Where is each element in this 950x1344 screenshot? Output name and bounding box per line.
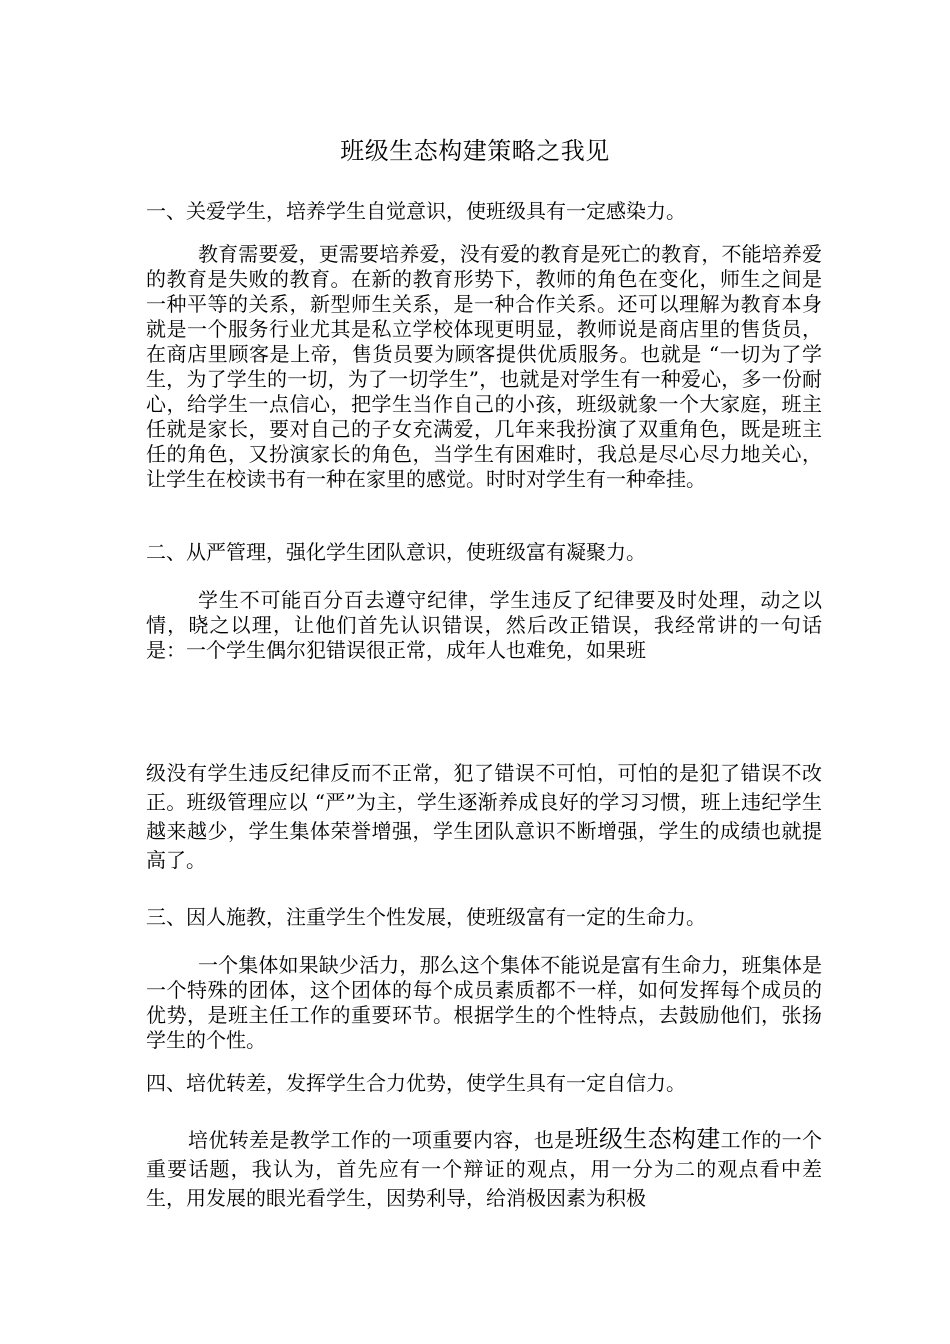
section-2-paragraph: 学生不可能百分百去遵守纪律，学生违反了纪律要及时处理，动之以情，晓之以理，让他们首先认识错误，然后改正错误，我经常讲的一句话是：一个学生偶尔犯错误很正常，成年人也难免，如果班 — [146, 588, 822, 662]
section-2-heading: 二、从严管理，强化学生团队意识，使班级富有凝聚力。 — [146, 540, 646, 564]
section-4-paragraph — [146, 1125, 822, 1213]
section-2-paragraph-continued: 级没有学生违反纪律反而不正常，犯了错误不可怕，可怕的是犯了错误不改正。班级管理应以 “严”为主，学生逐渐养成良好的学习习惯，班上违纪学生越来越少，学生集体荣誉增强，学生团队意识不断增强，学生的成绩也就提高了。 — [146, 761, 822, 872]
section-3-heading: 三、因人施教，注重学生个性发展，使班级富有一定的生命力。 — [146, 905, 706, 929]
section-1-heading: 一、关爱学生，培养学生自觉意识，使班级具有一定感染力。 — [146, 199, 686, 223]
section-4-paragraph-end: 工作的一个重要话题，我认为，首先应有一个辩证的观点，用一分为二的观点看中差生，用发展的眼光看学生，因势利导，给消极因素为积极 — [146, 1128, 823, 1210]
document-title: 班级生态构建策略之我见 — [340, 137, 610, 165]
section-3-paragraph: 一个集体如果缺少活力，那么这个集体不能说是富有生命力，班集体是一个特殊的团体，这个团体的每个成员素质都不一样，如何发挥每个成员的优势，是班主任工作的重要环节。根据学生的个性特点，去鼓励他们，张扬学生的个性。 — [146, 953, 822, 1052]
section-4-emphasis: 班级生态构建 — [574, 1125, 721, 1153]
section-4-heading: 四、培优转差，发挥学生合力优势，使学生具有一定自信力。 — [146, 1071, 686, 1095]
section-1-paragraph: 教育需要爱，更需要培养爱，没有爱的教育是死亡的教育，不能培养爱的教育是失败的教育。在新的教育形势下，教师的角色在变化，师生之间是一种平等的关系，新型师生关系，是一种合作关系。还可以理解为教育本身就是一个服务行业尤其是私立学校体现更明显，教师说是商店里的售货员，在商店里顾客是上帝，售货员要为顾客提供优质服务。也就是 “一切为了学生，为了学生的一切，为了一切学生”，也就是对学生有一种爱心，多一份耐心，给学生一点信心，把学生当作自己的小孩，班级就象一个大家庭，班主任就是家长，要对自己的子女充满爱，几年来我扮演了双重角色，既是班主任的角色，又扮演家长的角色，当学生有困难时，我总是尽心尽力地关心，让学生在校读书有一种在家里的感觉。时时对学生有一种牵挂。 — [146, 242, 822, 491]
section-4-paragraph-start: 培优转差是教学工作的一项重要内容，也是 — [188, 1128, 575, 1152]
